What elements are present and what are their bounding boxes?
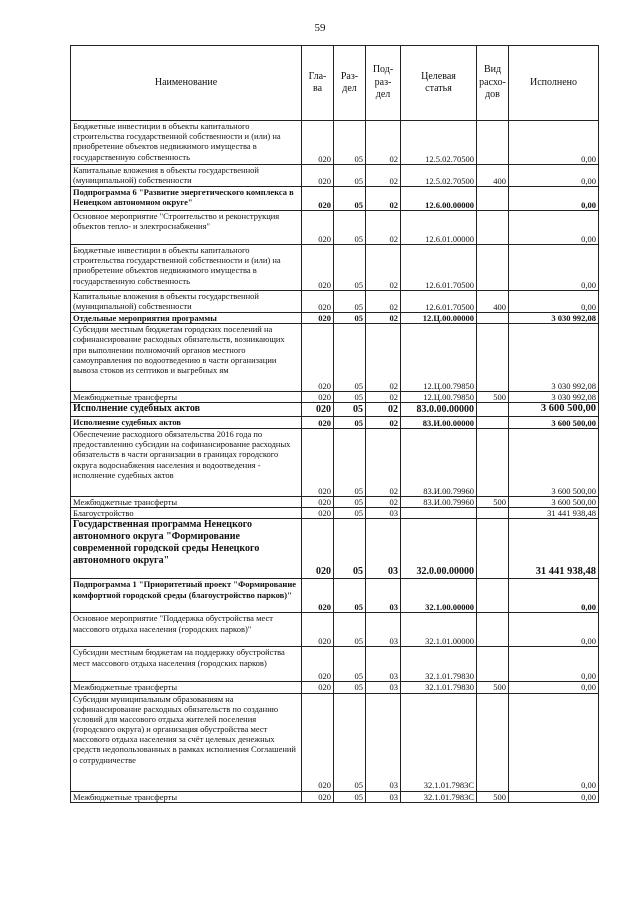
- row-section: 05: [334, 693, 366, 791]
- table-header-row: [71, 46, 599, 121]
- row-expense-type: [477, 313, 509, 324]
- row-section: 05: [334, 428, 366, 496]
- row-subsection: 03: [366, 791, 401, 802]
- table-row: [71, 403, 599, 417]
- table-row: [71, 682, 599, 693]
- row-expense-type: 400: [477, 291, 509, 313]
- row-expense-type: [477, 579, 509, 613]
- row-amount: 0,00: [509, 187, 599, 211]
- row-section: 05: [334, 682, 366, 693]
- row-subsection: 03: [366, 693, 401, 791]
- page-number: 59: [314, 22, 326, 34]
- row-chapter: 020: [302, 496, 334, 507]
- row-target: 12.6.01.70500: [401, 291, 477, 313]
- row-amount: 0,00: [509, 121, 599, 165]
- row-section: 05: [334, 647, 366, 682]
- row-chapter: 020: [302, 416, 334, 428]
- row-chapter: 020: [302, 245, 334, 291]
- row-subsection: 03: [366, 508, 401, 519]
- row-name: Отдельные мероприятия программы: [71, 313, 302, 324]
- table-row: [71, 613, 599, 647]
- row-subsection: 02: [366, 187, 401, 211]
- row-name: Межбюджетные трансферты: [71, 496, 302, 507]
- row-target: 32.1.00.00000: [401, 579, 477, 613]
- row-amount: 0,00: [509, 211, 599, 245]
- row-section: 05: [334, 165, 366, 187]
- row-target: 12.6.01.70500: [401, 245, 477, 291]
- table-row: [71, 121, 599, 165]
- row-chapter: 020: [302, 682, 334, 693]
- row-section: 05: [334, 245, 366, 291]
- row-chapter: 020: [302, 791, 334, 802]
- row-section: 05: [334, 613, 366, 647]
- row-chapter: 020: [302, 428, 334, 496]
- row-expense-type: [477, 416, 509, 428]
- row-amount: 0,00: [509, 791, 599, 802]
- row-target: [401, 508, 477, 519]
- row-amount: 31 441 938,48: [509, 508, 599, 519]
- row-subsection: 02: [366, 211, 401, 245]
- row-chapter: 020: [302, 211, 334, 245]
- row-name: Бюджетные инвестиции в объекты капитального строительства государственной собственности и (или) на приобретение объектов недвижимого имущества в государственную собственность: [71, 121, 302, 165]
- row-target: 32.1.01.79830: [401, 647, 477, 682]
- row-subsection: 02: [366, 324, 401, 392]
- row-name: Капитальные вложения в объекты государственной (муниципальной) собственности: [71, 165, 302, 187]
- row-subsection: 03: [366, 682, 401, 693]
- row-section: 05: [334, 291, 366, 313]
- row-section: 05: [334, 403, 366, 417]
- row-name: Субсидии местным бюджетам на поддержку обустройства мест массового отдыха населения (городских парков): [71, 647, 302, 682]
- row-subsection: 03: [366, 579, 401, 613]
- row-subsection: 02: [366, 428, 401, 496]
- row-expense-type: [477, 403, 509, 417]
- header-subsection: Под- раз- дел: [366, 46, 401, 121]
- row-subsection: 02: [366, 313, 401, 324]
- header-section: Раз- дел: [334, 46, 366, 121]
- row-target: 83.0.00.00000: [401, 403, 477, 417]
- row-name: Исполнение судебных актов: [71, 416, 302, 428]
- row-target: 12.5.02.70500: [401, 165, 477, 187]
- row-subsection: 02: [366, 165, 401, 187]
- row-expense-type: 500: [477, 682, 509, 693]
- row-subsection: 02: [366, 496, 401, 507]
- row-chapter: 020: [302, 613, 334, 647]
- row-target: 32.1.01.7983С: [401, 693, 477, 791]
- row-subsection: 03: [366, 613, 401, 647]
- row-subsection: 02: [366, 416, 401, 428]
- row-expense-type: [477, 647, 509, 682]
- row-chapter: 020: [302, 121, 334, 165]
- row-expense-type: 400: [477, 165, 509, 187]
- row-name: Субсидии местным бюджетам городских поселений на софинансирование расходных обязательств, возникающих при выполнении полномочий органов местного самоуправления по водоотведению в части организации вывоза стоков из септиков и выгребных ям: [71, 324, 302, 392]
- row-expense-type: 500: [477, 791, 509, 802]
- row-amount: 3 030 992,08: [509, 392, 599, 403]
- row-expense-type: [477, 428, 509, 496]
- row-amount: 0,00: [509, 613, 599, 647]
- row-amount: 0,00: [509, 165, 599, 187]
- header-executed: Исполнено: [509, 46, 599, 121]
- row-target: 32.1.01.79830: [401, 682, 477, 693]
- row-name: Бюджетные инвестиции в объекты капитального строительства государственной собственности и (или) на приобретение объектов недвижимого имущества в государственную собственность: [71, 245, 302, 291]
- row-chapter: 020: [302, 647, 334, 682]
- row-name: Государственная программа Ненецкого автономного округа "Формирование современной городской среды Ненецкого автономного округа": [71, 519, 302, 579]
- row-target: 83.И.00.00000: [401, 416, 477, 428]
- row-subsection: 02: [366, 392, 401, 403]
- row-name: Основное мероприятие "Поддержка обустройства мест массового отдыха населения (городских парков)": [71, 613, 302, 647]
- row-chapter: 020: [302, 291, 334, 313]
- row-target: 12.Ц.00.79850: [401, 392, 477, 403]
- row-name: Благоустройство: [71, 508, 302, 519]
- header-name: Наименование: [71, 46, 302, 121]
- row-amount: 3 600 500,00: [509, 428, 599, 496]
- table-row: [71, 392, 599, 403]
- row-expense-type: [477, 245, 509, 291]
- row-amount: 3 600 500,00: [509, 416, 599, 428]
- row-subsection: 02: [366, 291, 401, 313]
- row-expense-type: [477, 211, 509, 245]
- row-expense-type: [477, 693, 509, 791]
- table-row: [71, 291, 599, 313]
- table-row: [71, 508, 599, 519]
- row-subsection: 02: [366, 245, 401, 291]
- row-expense-type: 500: [477, 392, 509, 403]
- row-name: Подпрограмма 6 "Развитие энергетического комплекса в Ненецком автономном округе": [71, 187, 302, 211]
- row-section: 05: [334, 791, 366, 802]
- row-section: 05: [334, 324, 366, 392]
- row-name: Основное мероприятие "Строительство и реконструкция объектов тепло- и электроснабжения": [71, 211, 302, 245]
- table-row: [71, 791, 599, 802]
- row-target: 32.1.01.00000: [401, 613, 477, 647]
- row-section: 05: [334, 392, 366, 403]
- row-section: 05: [334, 416, 366, 428]
- budget-table: [70, 45, 599, 803]
- table-row: [71, 245, 599, 291]
- row-target: 83.И.00.79960: [401, 428, 477, 496]
- table-row: [71, 428, 599, 496]
- row-chapter: 020: [302, 519, 334, 579]
- row-target: 83.И.00.79960: [401, 496, 477, 507]
- row-chapter: 020: [302, 693, 334, 791]
- row-amount: 0,00: [509, 647, 599, 682]
- table-row: [71, 165, 599, 187]
- table-row: [71, 579, 599, 613]
- row-amount: 31 441 938,48: [509, 519, 599, 579]
- row-chapter: 020: [302, 187, 334, 211]
- row-subsection: 02: [366, 403, 401, 417]
- row-name: Межбюджетные трансферты: [71, 682, 302, 693]
- row-section: 05: [334, 579, 366, 613]
- row-chapter: 020: [302, 403, 334, 417]
- row-chapter: 020: [302, 313, 334, 324]
- row-target: 32.0.00.00000: [401, 519, 477, 579]
- table-row: [71, 416, 599, 428]
- row-name: Исполнение судебных актов: [71, 403, 302, 417]
- row-amount: 3 030 992,08: [509, 324, 599, 392]
- row-chapter: 020: [302, 324, 334, 392]
- row-amount: 0,00: [509, 291, 599, 313]
- row-chapter: 020: [302, 392, 334, 403]
- row-target: 12.Ц.00.79850: [401, 324, 477, 392]
- row-section: 05: [334, 508, 366, 519]
- row-section: 05: [334, 313, 366, 324]
- table-row: [71, 187, 599, 211]
- table-body: [71, 121, 599, 803]
- row-section: 05: [334, 187, 366, 211]
- row-name: Подпрограмма 1 "Приоритетный проект "Формирование комфортной городской среды (благоустройство парков)": [71, 579, 302, 613]
- row-section: 05: [334, 121, 366, 165]
- row-subsection: 03: [366, 519, 401, 579]
- table-row: [71, 519, 599, 579]
- row-expense-type: [477, 613, 509, 647]
- table-row: [71, 647, 599, 682]
- row-amount: 3 600 500,00: [509, 496, 599, 507]
- row-amount: 3 600 500,00: [509, 403, 599, 417]
- header-target: Целевая статья: [401, 46, 477, 121]
- row-section: 05: [334, 519, 366, 579]
- row-subsection: 03: [366, 647, 401, 682]
- table-row: [71, 211, 599, 245]
- header-chapter: Гла- ва: [302, 46, 334, 121]
- row-name: Межбюджетные трансферты: [71, 392, 302, 403]
- row-amount: 0,00: [509, 682, 599, 693]
- row-expense-type: [477, 121, 509, 165]
- row-target: 12.6.00.00000: [401, 187, 477, 211]
- row-name: Субсидии муниципальным образованиям на софинансирование расходных обязательств по созданию условий для массового отдыха жителей поселения (городского округа) и организация обустройства мест массового отдыха населения за счёт целевых денежных средств недопользованных в рамках исполнения Соглашений о сотрудничестве: [71, 693, 302, 791]
- row-name: Межбюджетные трансферты: [71, 791, 302, 802]
- row-amount: 0,00: [509, 245, 599, 291]
- row-target: 12.6.01.00000: [401, 211, 477, 245]
- row-section: 05: [334, 211, 366, 245]
- row-subsection: 02: [366, 121, 401, 165]
- table-row: [71, 496, 599, 507]
- row-name: Капитальные вложения в объекты государственной (муниципальной) собственности: [71, 291, 302, 313]
- row-target: 32.1.01.7983С: [401, 791, 477, 802]
- table-row: [71, 324, 599, 392]
- row-amount: 0,00: [509, 693, 599, 791]
- row-name: Обеспечение расходного обязательства 2016 года по предоставлению субсидии на софинансирование расходных обязательств в части организации в границах городского округа водоснабжения населения и водоотведения - исполнение судебных актов: [71, 428, 302, 496]
- row-target: 12.Ц.00.00000: [401, 313, 477, 324]
- row-section: 05: [334, 496, 366, 507]
- row-target: 12.5.02.70500: [401, 121, 477, 165]
- row-amount: 0,00: [509, 579, 599, 613]
- row-expense-type: [477, 519, 509, 579]
- table-row: [71, 693, 599, 791]
- row-expense-type: [477, 324, 509, 392]
- row-chapter: 020: [302, 579, 334, 613]
- row-amount: 3 030 992,08: [509, 313, 599, 324]
- header-expense-type: Вид расхо- дов: [477, 46, 509, 121]
- row-chapter: 020: [302, 508, 334, 519]
- row-expense-type: 500: [477, 496, 509, 507]
- table-row: [71, 313, 599, 324]
- row-chapter: 020: [302, 165, 334, 187]
- row-expense-type: [477, 187, 509, 211]
- row-expense-type: [477, 508, 509, 519]
